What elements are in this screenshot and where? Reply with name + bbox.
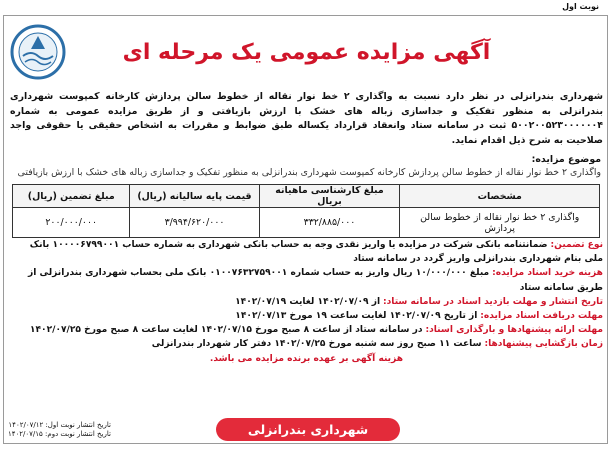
subject-label: موضوع مزایده: bbox=[531, 154, 601, 165]
table-cell: ۲۰۰/۰۰۰/۰۰۰ bbox=[13, 208, 130, 238]
submit-text: در سامانه ستاد از ساعت ۸ صبح مورخ ۱۴۰۲/۰۷/۱۵ لغایت ساعت ۸ صبح مورخ ۱۴۰۲/۰۷/۲۵ bbox=[29, 325, 423, 336]
table-cell: واگذاری ۲ خط نوار نقاله از خطوط سالن پردازش bbox=[400, 208, 600, 238]
table-header: مشخصات bbox=[400, 185, 600, 208]
footer-signature: شهرداری بندرانزلی bbox=[247, 422, 369, 437]
docs-cost-line bbox=[10, 266, 603, 294]
publish-dates bbox=[8, 421, 111, 439]
municipality-logo bbox=[9, 22, 67, 88]
receive-label: مهلت دریافت اسناد مزایده: bbox=[480, 311, 603, 322]
spec-table bbox=[12, 184, 600, 238]
opening-text: ساعت ۱۱ صبح روز سه شنبه مورخ ۱۴۰۲/۰۷/۲۵ دفتر کار شهردار بندرانزلی bbox=[151, 339, 482, 350]
fee-line bbox=[10, 352, 603, 366]
table-header: مبلغ تضمین (ریال) bbox=[13, 185, 130, 208]
guarantee-text: ضمانتنامه بانکی شرکت در مزایده یا واریز نقدی وجه به حساب بانکی شهرداری به شماره حساب ۱۰۰۰۰۶۷۹۹۰۰۱ بانک ملی بنام شهرداری بندرانزلی واریز گردد در سامانه ستاد bbox=[29, 240, 603, 265]
submit-line bbox=[10, 323, 603, 337]
table-cell: ۳/۹۹۴/۶۲۰/۰۰۰ bbox=[130, 208, 259, 238]
table-row bbox=[13, 208, 600, 238]
subject-text: واگذاری ۲ خط نوار نقاله از خطوط سالن پردازش کارخانه کمپوست شهرداری بندرانزلی به منظور تفکیک و جداسازی زباله های خشک با ارزش بازیافتی bbox=[17, 167, 601, 178]
table-header: قیمت پایه سالیانه (ریال) bbox=[130, 185, 259, 208]
notes-block bbox=[10, 238, 603, 366]
opening-label: زمان بازگشایی پیشنهادها: bbox=[484, 339, 603, 350]
top-note: نوبت اول bbox=[562, 2, 599, 11]
second-publish-date: تاریخ انتشار نوبت دوم: ۱۴۰۲/۰۷/۱۵ bbox=[8, 430, 111, 438]
opening-line bbox=[10, 337, 603, 351]
fee-text: هزینه آگهی بر عهده برنده مزایده می باشد. bbox=[209, 353, 404, 364]
ad-title: آگهی مزایده عمومی یک مرحله ای bbox=[122, 40, 491, 65]
receive-text: از تاریخ ۱۴۰۲/۰۷/۰۹ لغایت ساعت ۱۹ مورخ ۱۴۰۲/۰۷/۱۳ bbox=[235, 311, 478, 322]
publish-line bbox=[10, 295, 603, 309]
publish-label: تاریخ انتشار و مهلت بازدید اسناد در سامانه ستاد: bbox=[383, 296, 603, 307]
intro-paragraph: شهرداری بندرانزلی در نظر دارد نسبت به واگذاری ۲ خط نوار نقاله از خطوط سالن پردازش کارخانه کمپوست شهرداری بندرانزلی به منظور تفکیک و جداسازی زباله های خشک با ارزش بازیافتی و از طریق مزایده عمومی به شماره ۵۰۰۲۰۰۵۲۳۰۰۰۰۰۰۴ ثبت در سامانه ستاد وانعقاد قرارداد یکساله طبق ضوابط و مقررات به اشخاص حقیقی یا حقوقی واجد صلاحیت به شرح ذیل اقدام نماید. bbox=[10, 91, 603, 146]
table-header-row bbox=[13, 185, 600, 208]
guarantee-line bbox=[10, 238, 603, 266]
docs-cost-text: مبلغ ۱۰/۰۰۰/۰۰۰ ریال واریز به حساب شماره ۰۱۰۰۷۶۳۲۷۵۹۰۰۱ بانک ملی بحساب شهرداری بندرانزلی از طریق سامانه ستاد bbox=[27, 268, 603, 293]
table-cell: ۳۳۲/۸۸۵/۰۰۰ bbox=[259, 208, 400, 238]
table-header: مبلغ کارشناسی ماهیانه بریال bbox=[259, 185, 400, 208]
guarantee-label: نوع تضمین: bbox=[550, 240, 603, 250]
receive-line bbox=[10, 309, 603, 323]
first-publish-date: تاریخ انتشار نوبت اول: ۱۴۰۲/۰۷/۱۲ bbox=[8, 421, 111, 429]
docs-cost-label: هزینه خرید اسناد مزایده: bbox=[492, 268, 603, 279]
submit-label: مهلت ارائه پیشنهادها و بارگذاری اسناد: bbox=[425, 325, 603, 336]
publish-text: از ۱۴۰۲/۰۷/۰۹ لغایت ۱۴۰۲/۰۷/۱۹ bbox=[235, 296, 381, 307]
